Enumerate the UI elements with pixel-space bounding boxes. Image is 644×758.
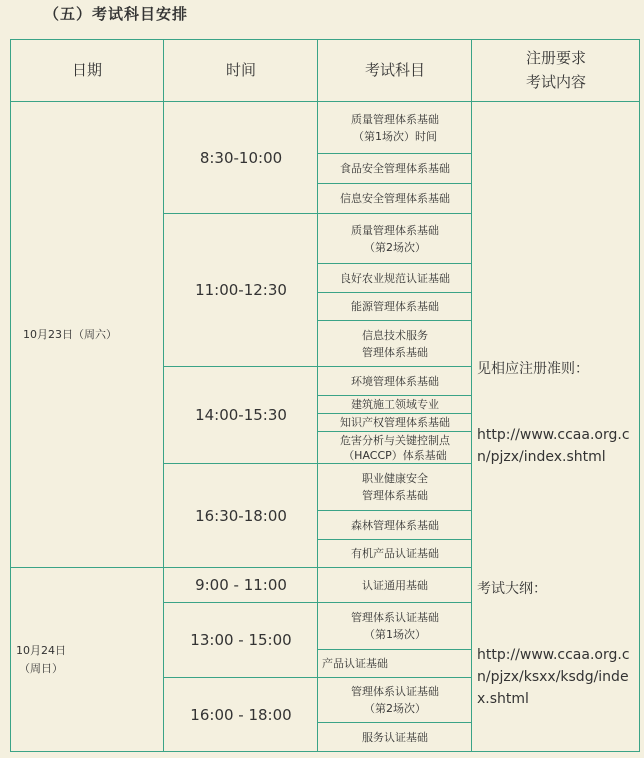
subject-cell: 有机产品认证基础	[351, 547, 439, 560]
time-slot: 8:30-10:00	[199, 148, 283, 167]
syllabus-url[interactable]: http://www.ccaa.org.cn/pjzx/ksxx/ksdg/index.shtml	[477, 647, 630, 707]
subject-cell: 环境管理体系基础	[351, 374, 439, 388]
time-slot: 16:30-18:00	[195, 506, 287, 525]
header-date: 日期	[71, 61, 102, 79]
header-subject: 考试科目	[364, 61, 425, 79]
time-slot: 14:00-15:30	[195, 406, 287, 424]
subject-cell: 森林管理体系基础	[351, 518, 439, 532]
requirements-notes	[477, 314, 637, 754]
header-time: 时间	[225, 61, 256, 79]
subject-cell: 职业健康安全 管理体系基础	[362, 472, 428, 502]
subject-cell: 能源管理体系基础	[351, 300, 439, 313]
time-slot: 16:00 - 18:00	[190, 705, 292, 724]
subject-cell: 建筑施工领域专业	[351, 398, 439, 411]
header-requirement: 注册要求 考试内容	[525, 49, 586, 91]
time-slot: 9:00 - 11:00	[195, 576, 287, 594]
subject-cell: 产品认证基础	[322, 657, 388, 670]
subject-cell: 信息安全管理体系基础	[340, 192, 450, 205]
section-title: （五）考试科目安排	[44, 5, 189, 23]
registration-label: 见相应注册准则：	[477, 361, 589, 377]
time-slot: 11:00-12:30	[195, 281, 287, 299]
exam-schedule-table	[10, 39, 640, 752]
subject-cell: 质量管理体系基础 （第2场次）	[351, 223, 439, 254]
subject-cell: 管理体系认证基础 （第2场次）	[351, 685, 439, 715]
subject-cell: 危害分析与关键控制点 （HACCP）体系基础	[340, 433, 450, 462]
subject-cell: 管理体系认证基础 （第1场次）	[351, 611, 439, 641]
date-oct-24: 10月24日 （周日）	[16, 643, 66, 675]
subject-cell: 服务认证基础	[362, 730, 428, 744]
registration-url[interactable]: http://www.ccaa.org.cn/pjzx/index.shtml	[477, 427, 630, 465]
subject-cell: 知识产权管理体系基础	[340, 416, 450, 429]
subject-cell: 信息技术服务 管理体系基础	[362, 328, 428, 359]
time-slot: 13:00 - 15:00	[190, 631, 292, 649]
date-oct-23: 10月23日（周六）	[23, 327, 117, 341]
syllabus-label: 考试大纲：	[477, 581, 547, 597]
subject-cell: 认证通用基础	[362, 578, 428, 592]
subject-cell: 质量管理体系基础 （第1场次）时间	[351, 112, 439, 143]
subject-cell: 良好农业规范认证基础	[340, 271, 450, 285]
subject-cell: 食品安全管理体系基础	[340, 162, 450, 175]
